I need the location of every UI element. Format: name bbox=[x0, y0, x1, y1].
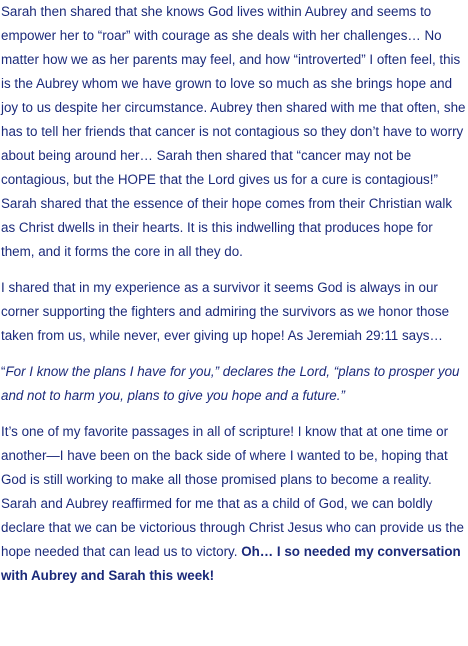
closing-bold-text: Oh… I so needed my conversation with Aubrey and Sarah this week! bbox=[1, 544, 461, 583]
paragraph-sarah-aubrey: Sarah then shared that she knows God lives within Aubrey and seems to empower her to “roar” with courage as she deals with her challenges… No matter how we as her parents may feel, and how “introverted” I often feel, this is the Aubrey whom we have grown to love so much as she brings hope and joy to us despite her circumstance. Aubrey then shared with me that often, she has to tell her friends that cancer is not contagious so they don’t have to worry about being around her… Sarah then shared that “cancer may not be contagious, but the HOPE that the Lord gives us for a cure is contagious!” Sarah shared that the essence of their hope comes from their Christian walk as Christ dwells in their hearts. It is this indwelling that produces hope for them, and it forms the core in all they do. bbox=[1, 4, 466, 259]
scripture-quote bbox=[1, 360, 467, 408]
jeremiah-quote-text: For I know the plans I have for you,” declares the Lord, “plans to prosper you and not to harm you, plans to give you hope and a future.” bbox=[1, 364, 460, 403]
paragraph-favorite-passage bbox=[1, 420, 467, 588]
quote-open-mark: “ bbox=[1, 364, 6, 379]
paragraph-favorite-passage-text: It’s one of my favorite passages in all of scripture! I know that at one time or another—I have been on the back side of where I wanted to be, hoping that God is still working to make all those promised plans to become a reality. Sarah and Aubrey reaffirmed for me that as a child of God, we can boldly declare that we can be victorious through Christ Jesus who can provide us the hope needed that can lead us to victory. bbox=[1, 424, 464, 559]
paragraph-survivor: I shared that in my experience as a survivor it seems God is always in our corner supporting the fighters and admiring the survivors as we honor those taken from us, while never, ever giving up hope! As Jeremiah 29:11 says… bbox=[1, 280, 450, 343]
